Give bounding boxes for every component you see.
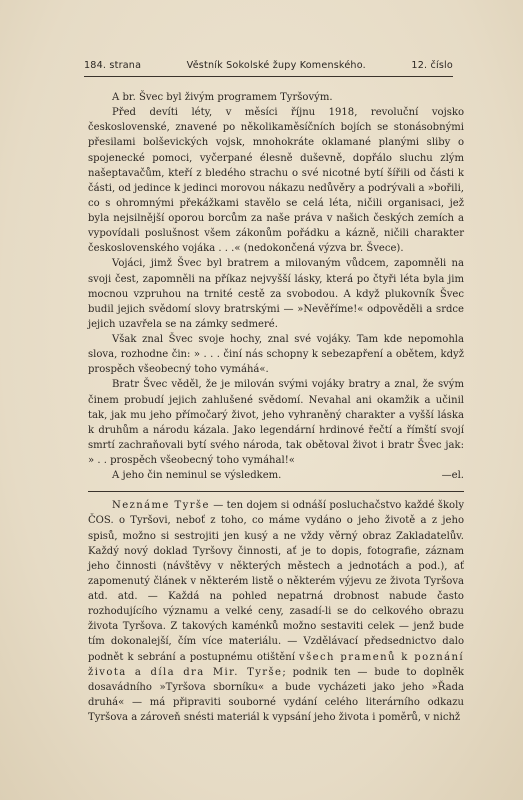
article1-paragraph-5: Bratr Švec věděl, že je milován svými vojáky bratry a znal, že svým činem probudí jejich zahlušené svědomí. Nevahal ani okamžik a učinil tak, jak mu jeho přímočarý život, jeho vyhraněný charakter a vyšší láska k druhům a národu kázala. Jako legendární hrdinové řečtí a římští svojí smrtí zachraňovali bytí svého národa, tak obětoval život i bratr Švec jak: » . . prospěch všeobecný toho vymáhal!« bbox=[88, 379, 464, 466]
page-number: 184. strana bbox=[84, 60, 142, 71]
article1-paragraph-1: A br. Švec byl živým programem Tyršovým. bbox=[112, 92, 333, 103]
article1-closing bbox=[88, 468, 464, 483]
article2-spaced-phrase: všech pramenů k poznání života a díla dra Mir. Tyrše bbox=[88, 651, 464, 678]
article2-lead: Neznáme Tyrše bbox=[112, 500, 210, 512]
article1-paragraph-6: A jeho čin neminul se výsledkem. bbox=[112, 470, 282, 482]
article1-paragraph-4: Však znal Švec svoje hochy, znal své vojáky. Tam kde nepomohla slova, rozhodne čin: » . . . činí nás schopny k sebezapření a obětem, když prospěch všeobecný toho vymáhá«. bbox=[88, 334, 464, 376]
journal-title: Věstník Sokolské župy Komenského. bbox=[186, 60, 366, 71]
page-body bbox=[88, 90, 464, 725]
article-separator bbox=[88, 491, 464, 492]
article2-text: — ten dojem si odnáší posluchačstvo každé školy ČOS. o Tyršovi, neboť z toho, co máme vydáno o jeho životě a z jeho spisů, možno si sestrojiti jen kusý a ne vždy věrný obraz Zakladatelův. Každý nový doklad Tyršovy činnosti, ať je to dopis, fotografie, záznam jeho činnosti (návštěvy v některých městech a jednotách a pod.), ať zapomenutý článek v některém listě o některém výjevu ze života Tyršova atd. atd. — Každá na pohled nepatrná drobnost nabude často rozhodujícího významu a velké ceny, zasadí-li se do celkového obrazu života Tyršova. Z takových kaménků možno sestaviti celek — jenž bude tím dokonalejší, čím více materiálu. — Vzdělávací předsednictvo dalo podnět k sebrání a postupnému otištění bbox=[88, 500, 464, 663]
article1-paragraph-3: Vojáci, jimž Švec byl bratrem a milovaným vůdcem, zapomněli na svoji čest, zapomněli na příkaz nejvyšší lásky, která po čtyři léta byla jim mocnou vzpruhou na trnité cestě za svobodou. A když plukovník Švec budil jejich svědomí slovy bratrskými — »Nevěříme!« odpověděli a srdce jejich uzavřela se na zámky sedmeré. bbox=[88, 258, 464, 330]
article1-signature: —el. bbox=[441, 470, 464, 482]
header-rule bbox=[84, 76, 453, 77]
article2-text-end: ; podnik ten — bude to doplněk dosavádního »Tyršova sborníku« a bude vycházeti jako jeho »Řada druhá« — má připraviti souborné vydání celého literárního odkazu Tyršova a zároveň snésti materiál k vypsání jeho života i poměrů, v nichž bbox=[88, 666, 464, 723]
running-header bbox=[84, 60, 453, 71]
article1-paragraph-2: Před devíti léty, v měsíci říjnu 1918, revoluční vojsko československé, znavené po několikaměsíčních bojích se stonásobnými přesilami bolševických vojsk, mnohokráte oklamané planými sliby o spojenecké pomoci, vyčerpané élesně duševně, dopřálo sluchu zlým našeptavačům, kteří z bledého strachu o své nicotné bytí šířili od části k části, od jedince k jedinci morovou nákazu nedůvěry a podrývali a »bořili, co s ohromnými překážkami stavělo se celá léta, ničili organisaci, jež byla nejsilnější oporou borcům za naše práva v našich českých zemích a vypovídali poslušnost všem zákonům pořádku a kázně, ničili charakter československého vojáka . . .« (nedokončená výzva br. Švece). bbox=[88, 107, 464, 255]
article2-paragraph bbox=[88, 498, 464, 725]
issue-number: 12. číslo bbox=[411, 60, 453, 71]
